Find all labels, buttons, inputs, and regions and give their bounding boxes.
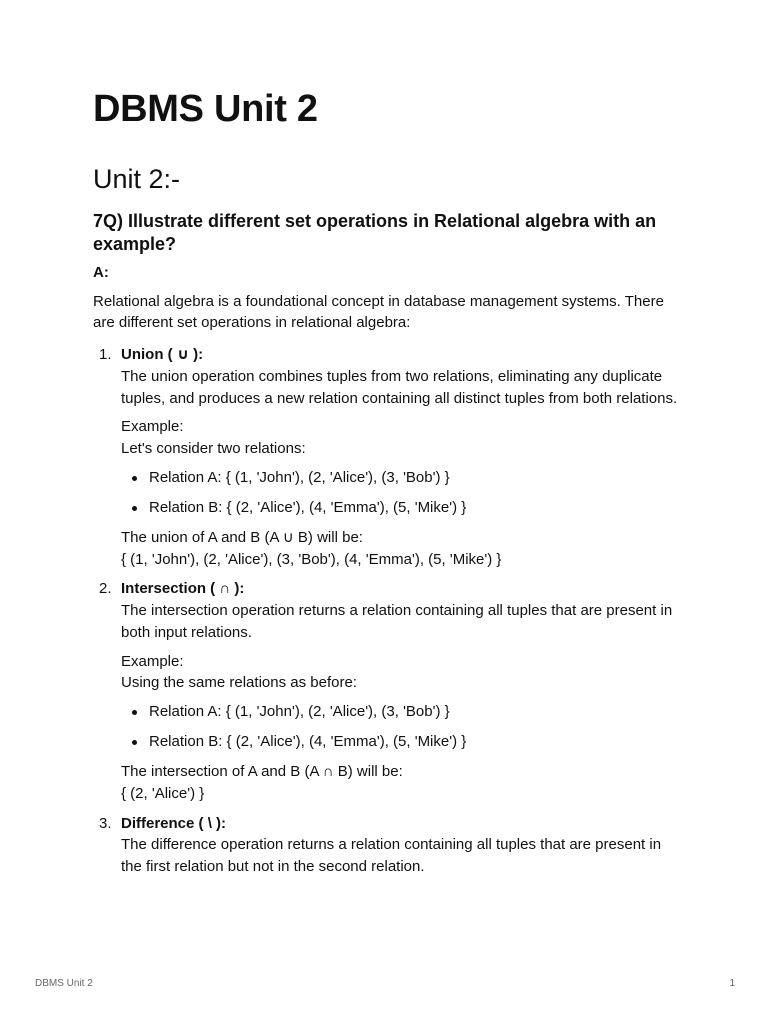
- relation-item: Relation B: { (2, 'Alice'), (4, 'Emma'), (5, 'Mike') }: [121, 497, 678, 519]
- operation-intersection: [93, 578, 678, 804]
- operation-description: The intersection operation returns a relation containing all tuples that are present in both input relations.: [121, 602, 673, 641]
- result-label: The intersection of A and B (A ∩ B) will be:: [121, 763, 403, 781]
- example-intro: Let's consider two relations:: [121, 439, 306, 457]
- list-number: 3.: [99, 814, 112, 832]
- operation-union: [93, 344, 678, 570]
- operations-list: [93, 344, 678, 878]
- list-number: 1.: [99, 346, 112, 364]
- result-value: { (1, 'John'), (2, 'Alice'), (3, 'Bob'), (4, 'Emma'), (5, 'Mike') }: [121, 550, 502, 568]
- document-page: [93, 84, 678, 886]
- example-label: Example:: [121, 652, 184, 670]
- example-intro: Using the same relations as before:: [121, 674, 357, 692]
- intro-paragraph: Relational algebra is a foundational concept in database management systems. There are different set operations in relational algebra:: [93, 292, 664, 332]
- result-label: The union of A and B (A ∪ B) will be:: [121, 529, 363, 547]
- footer-document-name: DBMS Unit 2: [35, 978, 93, 989]
- question-heading: 7Q) Illustrate different set operations in Relational algebra with an example?: [93, 211, 657, 254]
- operation-description: The difference operation returns a relation containing all tuples that are present in the first relation but not in the second relation.: [121, 836, 662, 876]
- list-number: 2.: [99, 580, 112, 598]
- operation-title: Intersection ( ∩ ):: [121, 580, 245, 598]
- answer-label: A:: [93, 264, 109, 281]
- example-label: Example:: [121, 418, 184, 436]
- result-value: { (2, 'Alice') }: [121, 785, 205, 803]
- operation-description: The union operation combines tuples from two relations, eliminating any duplicate tuples, and produces a new relation containing all distinct tuples from both relations.: [121, 367, 678, 407]
- document-title: DBMS Unit 2: [93, 88, 318, 130]
- result-block: [121, 527, 678, 570]
- relation-item: Relation A: { (1, 'John'), (2, 'Alice'), (3, 'Bob') }: [121, 467, 678, 489]
- relation-item: Relation A: { (1, 'John'), (2, 'Alice'), (3, 'Bob') }: [121, 701, 678, 723]
- operation-difference: [93, 813, 678, 878]
- operation-title: Difference ( \ ):: [121, 814, 227, 832]
- example-block: [121, 416, 678, 459]
- relations-list: [121, 467, 678, 519]
- footer-page-number: 1: [729, 978, 735, 989]
- operation-title: Union ( ∪ ):: [121, 346, 204, 364]
- result-block: [121, 761, 678, 804]
- example-block: [121, 651, 678, 694]
- relations-list: [121, 701, 678, 753]
- relation-item: Relation B: { (2, 'Alice'), (4, 'Emma'), (5, 'Mike') }: [121, 731, 678, 753]
- unit-heading: Unit 2:-: [93, 164, 181, 194]
